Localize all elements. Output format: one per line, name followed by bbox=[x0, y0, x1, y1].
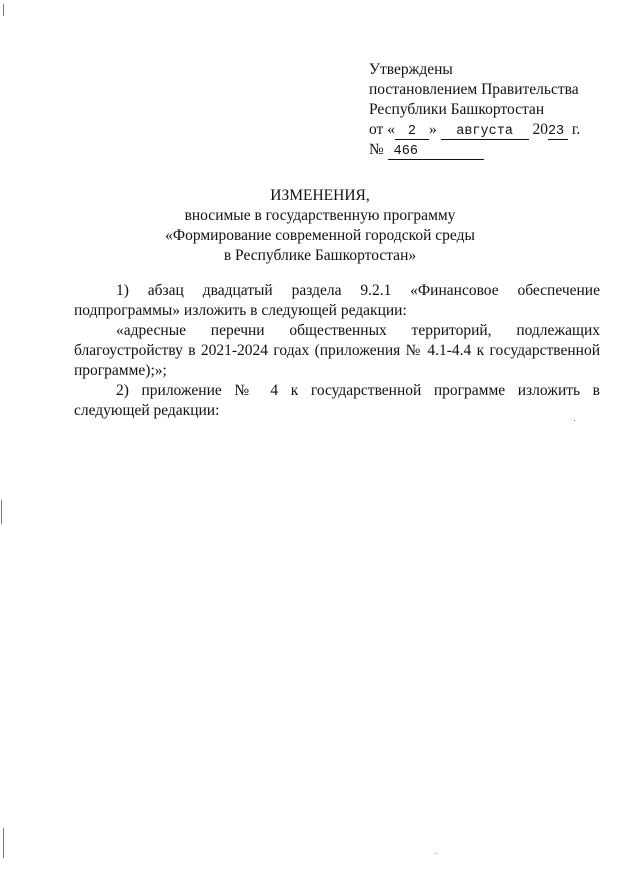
date-day: 2 bbox=[395, 125, 429, 140]
number-prefix: № bbox=[369, 141, 384, 158]
paragraph-3: 2) приложение № 4 к государственной программе изложить в следующей редакции: bbox=[74, 382, 600, 419]
document-body bbox=[74, 281, 600, 421]
approval-stamp bbox=[369, 60, 619, 160]
date-year-prefix: 20 bbox=[532, 121, 548, 138]
document-number: 466 bbox=[388, 145, 484, 160]
approval-line-3: Республики Башкортостан bbox=[369, 101, 545, 118]
date-year-suffix: 23 bbox=[548, 125, 568, 140]
date-month: августа bbox=[441, 125, 529, 140]
approval-line-1: Утверждены bbox=[369, 61, 453, 78]
date-prefix: от « bbox=[369, 121, 395, 138]
heading-line-2: вносимые в государственную программу bbox=[184, 207, 456, 224]
date-suffix: г. bbox=[571, 121, 581, 138]
heading-line-4: в Республике Башкортостан» bbox=[223, 247, 417, 264]
approval-line-2: постановлением Правительства bbox=[369, 81, 579, 98]
date-mid: » bbox=[428, 121, 437, 138]
paragraph-2: «адресные перечни общественных территорий, подлежащих благоустройству в 2021-2024 годах (приложения № 4.1-4.4 к государственной программе);»; bbox=[74, 322, 600, 379]
heading-line-3: «Формирование современной городской среды bbox=[165, 227, 475, 244]
approval-date-line bbox=[369, 120, 619, 140]
document-heading bbox=[140, 186, 500, 266]
approval-number-line bbox=[369, 140, 619, 160]
paragraph-1: 1) абзац двадцатый раздела 9.2.1 «Финансовое обеспечение подпрограммы» изложить в следующей редакции: bbox=[74, 282, 600, 319]
heading-title: ИЗМЕНЕНИЯ, bbox=[270, 187, 370, 204]
